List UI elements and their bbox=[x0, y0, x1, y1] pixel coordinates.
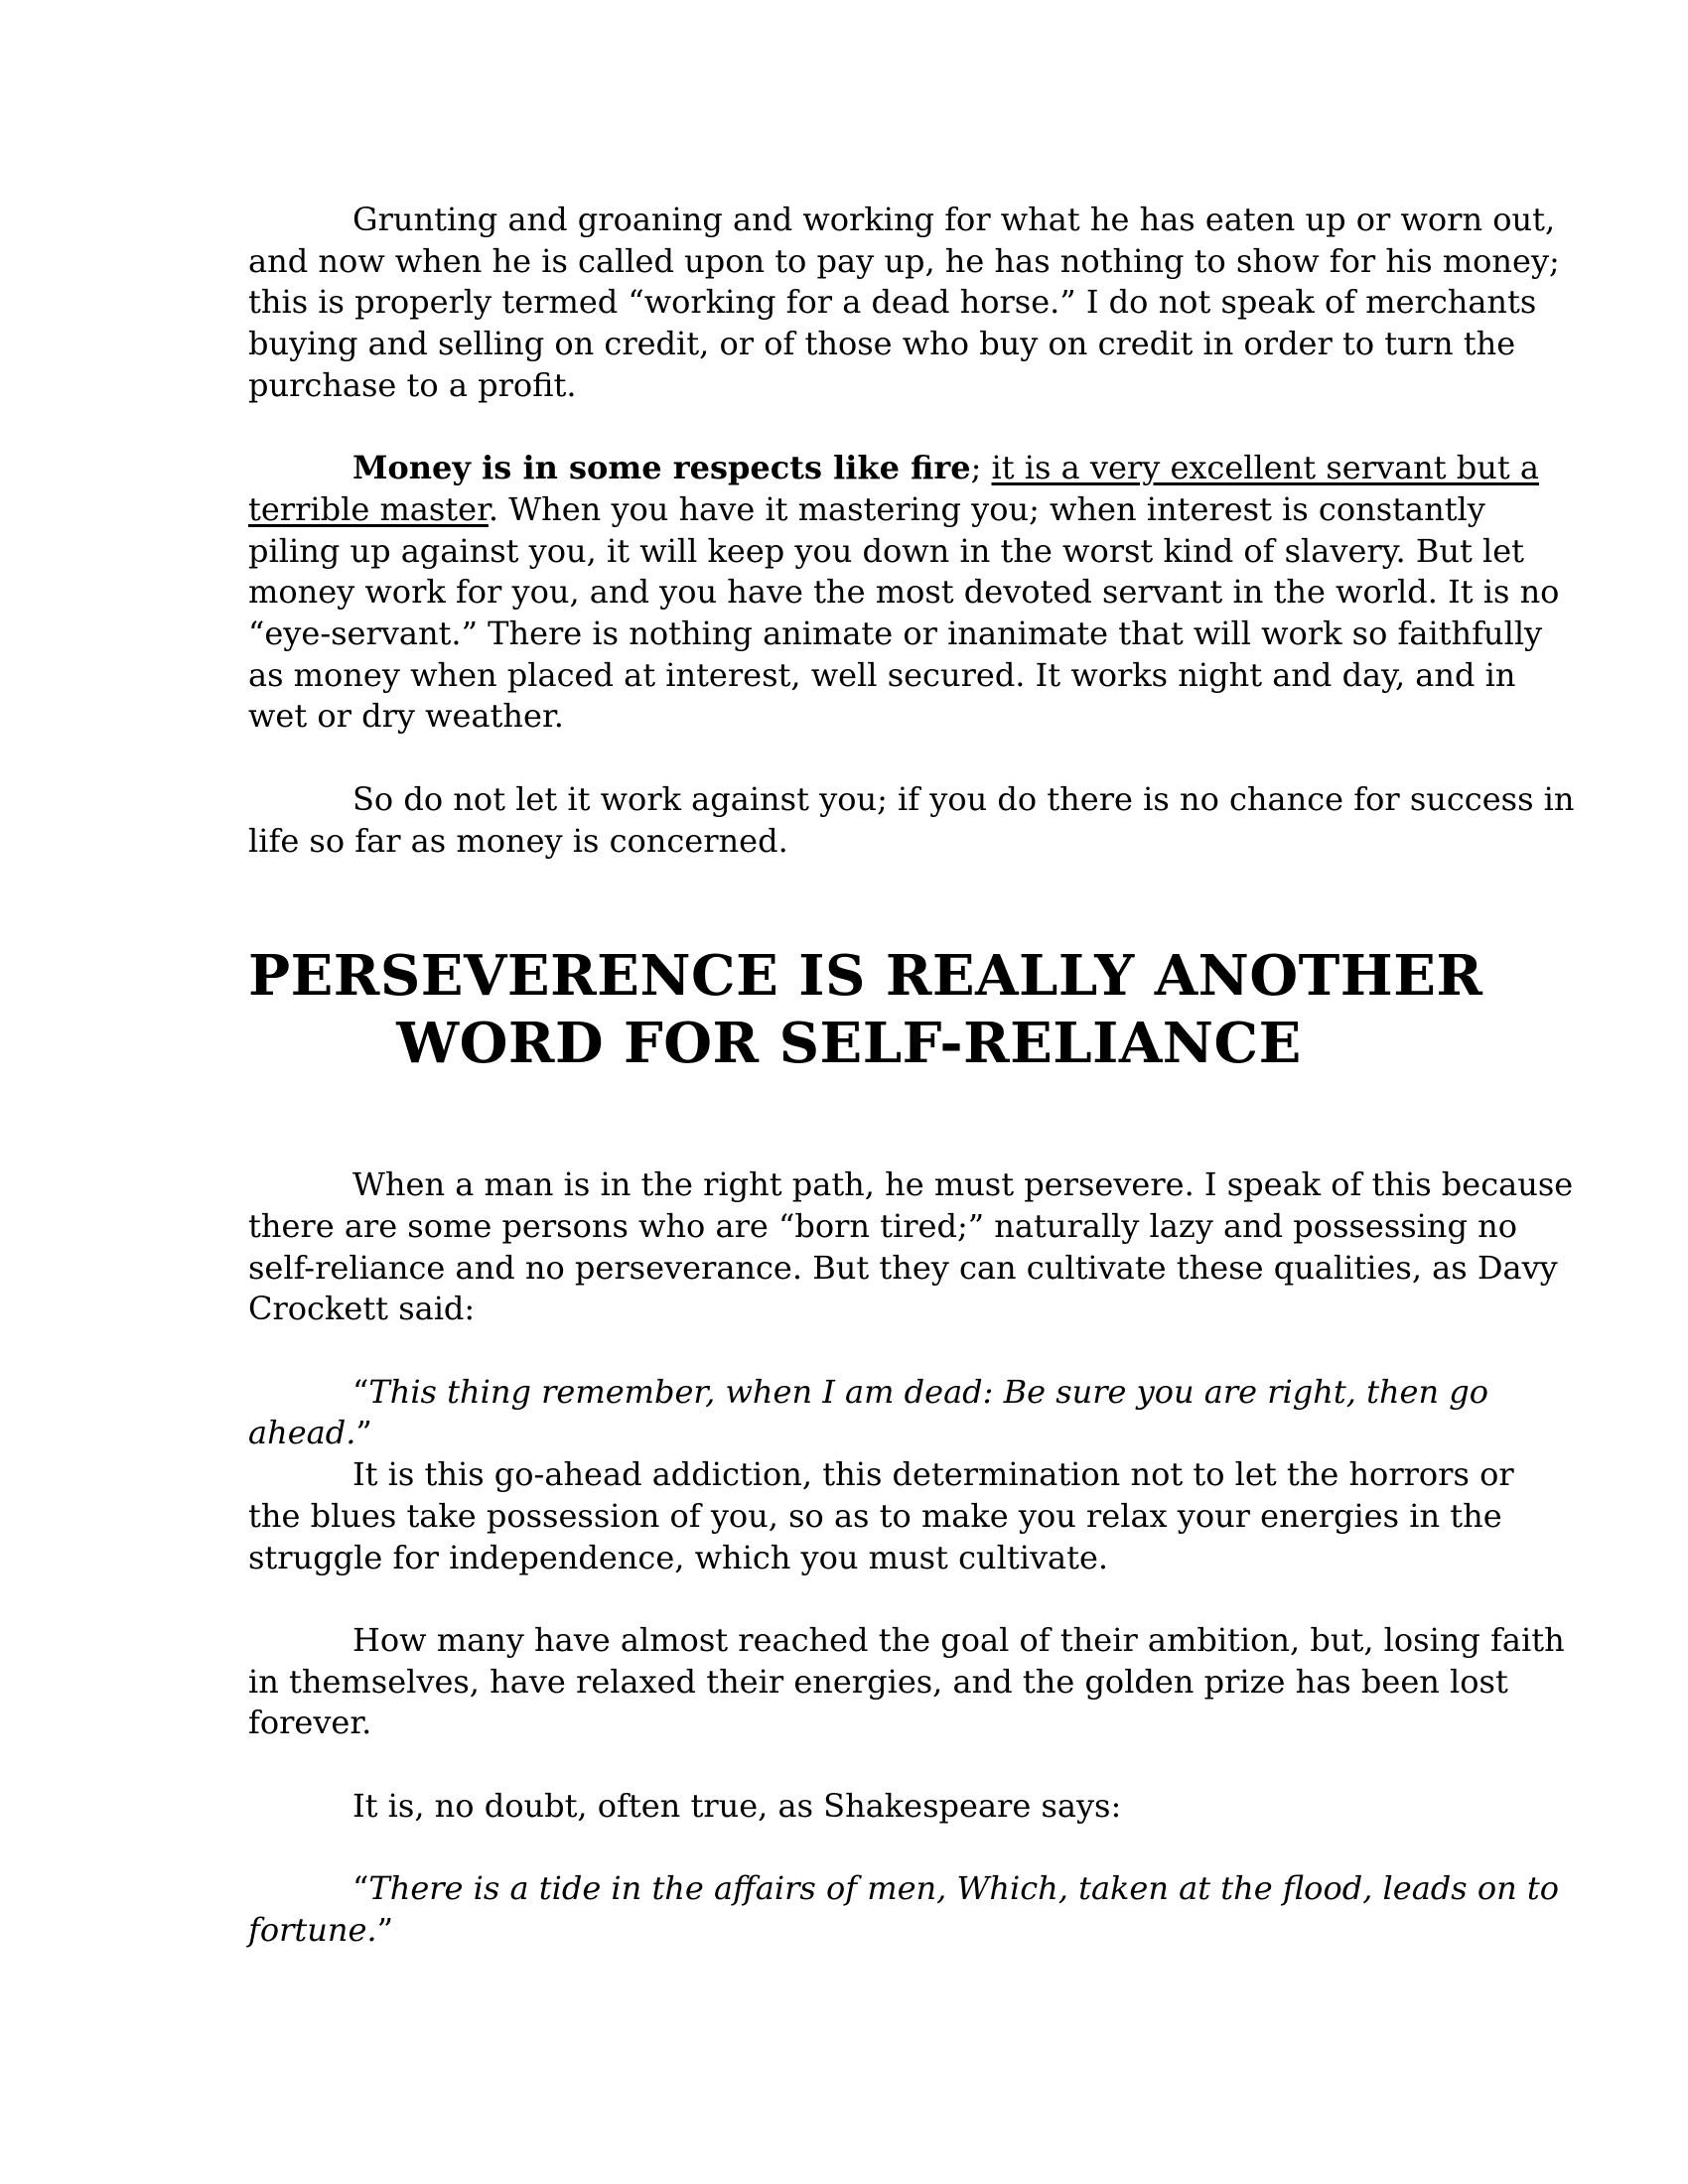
text-run: self-reliance and no perseverance. But they can cultivate these qualities, as Davy bbox=[248, 1248, 1558, 1287]
text-line bbox=[248, 821, 1450, 863]
text-line bbox=[248, 489, 1485, 531]
text-run: “eye-servant.” There is nothing animate or inanimate that will work so faithfully bbox=[248, 614, 1543, 653]
text-line bbox=[248, 282, 1537, 324]
text-run: there are some persons who are “born tired;” naturally lazy and possessing no bbox=[248, 1206, 1518, 1245]
text-line bbox=[248, 779, 1575, 821]
text-run: ; bbox=[970, 449, 992, 487]
text-line bbox=[248, 324, 1516, 365]
paragraph-do-not-let-it-work-against-you bbox=[248, 779, 1575, 862]
text-run: ” bbox=[355, 1414, 372, 1452]
text-line bbox=[248, 655, 1516, 697]
text-run: How many have almost reached the goal of their ambition, but, losing faith bbox=[352, 1620, 1565, 1659]
section-heading-perseverence bbox=[248, 942, 1483, 1077]
text-run: There is a tide in the affairs of men, Which, taken at the flood, leads on to bbox=[368, 1869, 1560, 1908]
text-line bbox=[248, 696, 1450, 738]
text-line bbox=[248, 572, 1560, 614]
text-line bbox=[248, 942, 1483, 1010]
text-line bbox=[248, 1703, 1450, 1744]
text-run: ahead. bbox=[248, 1414, 356, 1452]
text-line bbox=[248, 241, 1560, 283]
text-run: So do not let it work against you; if you do there is no chance for success in bbox=[352, 779, 1575, 818]
text-run: money work for you, and you have the most devoted servant in the world. It is no bbox=[248, 573, 1560, 612]
text-run: and now when he is called upon to pay up, he has nothing to show for his money; bbox=[248, 241, 1560, 280]
text-run: this is properly termed “working for a dead horse.” I do not speak of merchants bbox=[248, 283, 1537, 322]
text-run: piling up against you, it will keep you down in the worst kind of slavery. But let bbox=[248, 531, 1525, 570]
quote-davy-crockett bbox=[248, 1372, 1489, 1454]
text-run: in themselves, have relaxed their energies, and the golden prize has been lost bbox=[248, 1662, 1508, 1701]
text-run: terrible master bbox=[248, 489, 489, 528]
paragraph-money-like-fire bbox=[248, 448, 1560, 738]
text-run: This thing remember, when I am dead: Be sure you are right, then go bbox=[368, 1372, 1489, 1411]
text-line bbox=[248, 614, 1543, 655]
quote-shakespeare-tide bbox=[248, 1868, 1560, 1951]
text-line bbox=[248, 1868, 1560, 1910]
text-line bbox=[248, 1786, 1450, 1828]
text-line bbox=[248, 531, 1525, 573]
text-run: fortune. bbox=[248, 1910, 377, 1949]
text-run: as money when placed at interest, well secured. It works night and day, and in bbox=[248, 655, 1516, 694]
text-line bbox=[248, 1538, 1450, 1579]
paragraph-goal-of-ambition bbox=[248, 1620, 1565, 1744]
text-run: WORD FOR SELF-RELIANCE bbox=[396, 1011, 1302, 1077]
text-line bbox=[248, 1010, 1450, 1077]
text-run: It is this go-ahead addiction, this determination not to let the horrors or bbox=[352, 1455, 1514, 1494]
text-run: PERSEVERENCE IS REALLY ANOTHER bbox=[248, 943, 1483, 1010]
text-run: buying and selling on credit, or of those who buy on credit in order to turn the bbox=[248, 325, 1516, 363]
text-line bbox=[248, 1206, 1518, 1248]
text-run: When a man is in the right path, he must persevere. I speak of this because bbox=[352, 1165, 1574, 1204]
text-run: life so far as money is concerned. bbox=[248, 821, 788, 860]
text-run: struggle for independence, which you must cultivate. bbox=[248, 1538, 1109, 1576]
text-line bbox=[248, 1496, 1502, 1538]
text-line bbox=[248, 200, 1556, 241]
text-run: It is, no doubt, often true, as Shakespeare says: bbox=[352, 1786, 1122, 1825]
text-run: “ bbox=[352, 1869, 369, 1908]
text-line bbox=[248, 1248, 1558, 1290]
text-run: purchase to a profit. bbox=[248, 365, 577, 404]
text-run: Crockett said: bbox=[248, 1290, 476, 1328]
paragraph-go-ahead-addiction bbox=[248, 1454, 1514, 1578]
text-run: Grunting and groaning and working for what he has eaten up or worn out, bbox=[352, 201, 1556, 238]
paragraph-shakespeare-intro bbox=[248, 1786, 1450, 1828]
text-run: the blues take possession of you, so as to make you relax your energies in the bbox=[248, 1496, 1502, 1535]
text-line bbox=[248, 365, 1450, 407]
text-run: Money is in some respects like fire bbox=[352, 449, 971, 487]
text-line bbox=[248, 1910, 1450, 1952]
text-run: forever. bbox=[248, 1704, 372, 1742]
text-line bbox=[248, 1413, 1450, 1454]
text-line bbox=[248, 1289, 1450, 1330]
text-run: it is a very excellent servant but a bbox=[991, 449, 1539, 487]
text-line bbox=[248, 1620, 1565, 1662]
text-run: . When you have it mastering you; when interest is constantly bbox=[488, 489, 1485, 528]
text-run: ” bbox=[376, 1910, 393, 1949]
paragraph-right-path bbox=[248, 1164, 1574, 1330]
text-line bbox=[248, 1372, 1489, 1414]
text-run: “ bbox=[352, 1372, 369, 1411]
text-line bbox=[248, 1164, 1574, 1206]
text-line bbox=[248, 1662, 1508, 1704]
text-line bbox=[248, 1454, 1514, 1496]
text-line bbox=[248, 448, 1539, 489]
text-run: wet or dry weather. bbox=[248, 697, 564, 736]
paragraph-dead-horse bbox=[248, 200, 1560, 407]
